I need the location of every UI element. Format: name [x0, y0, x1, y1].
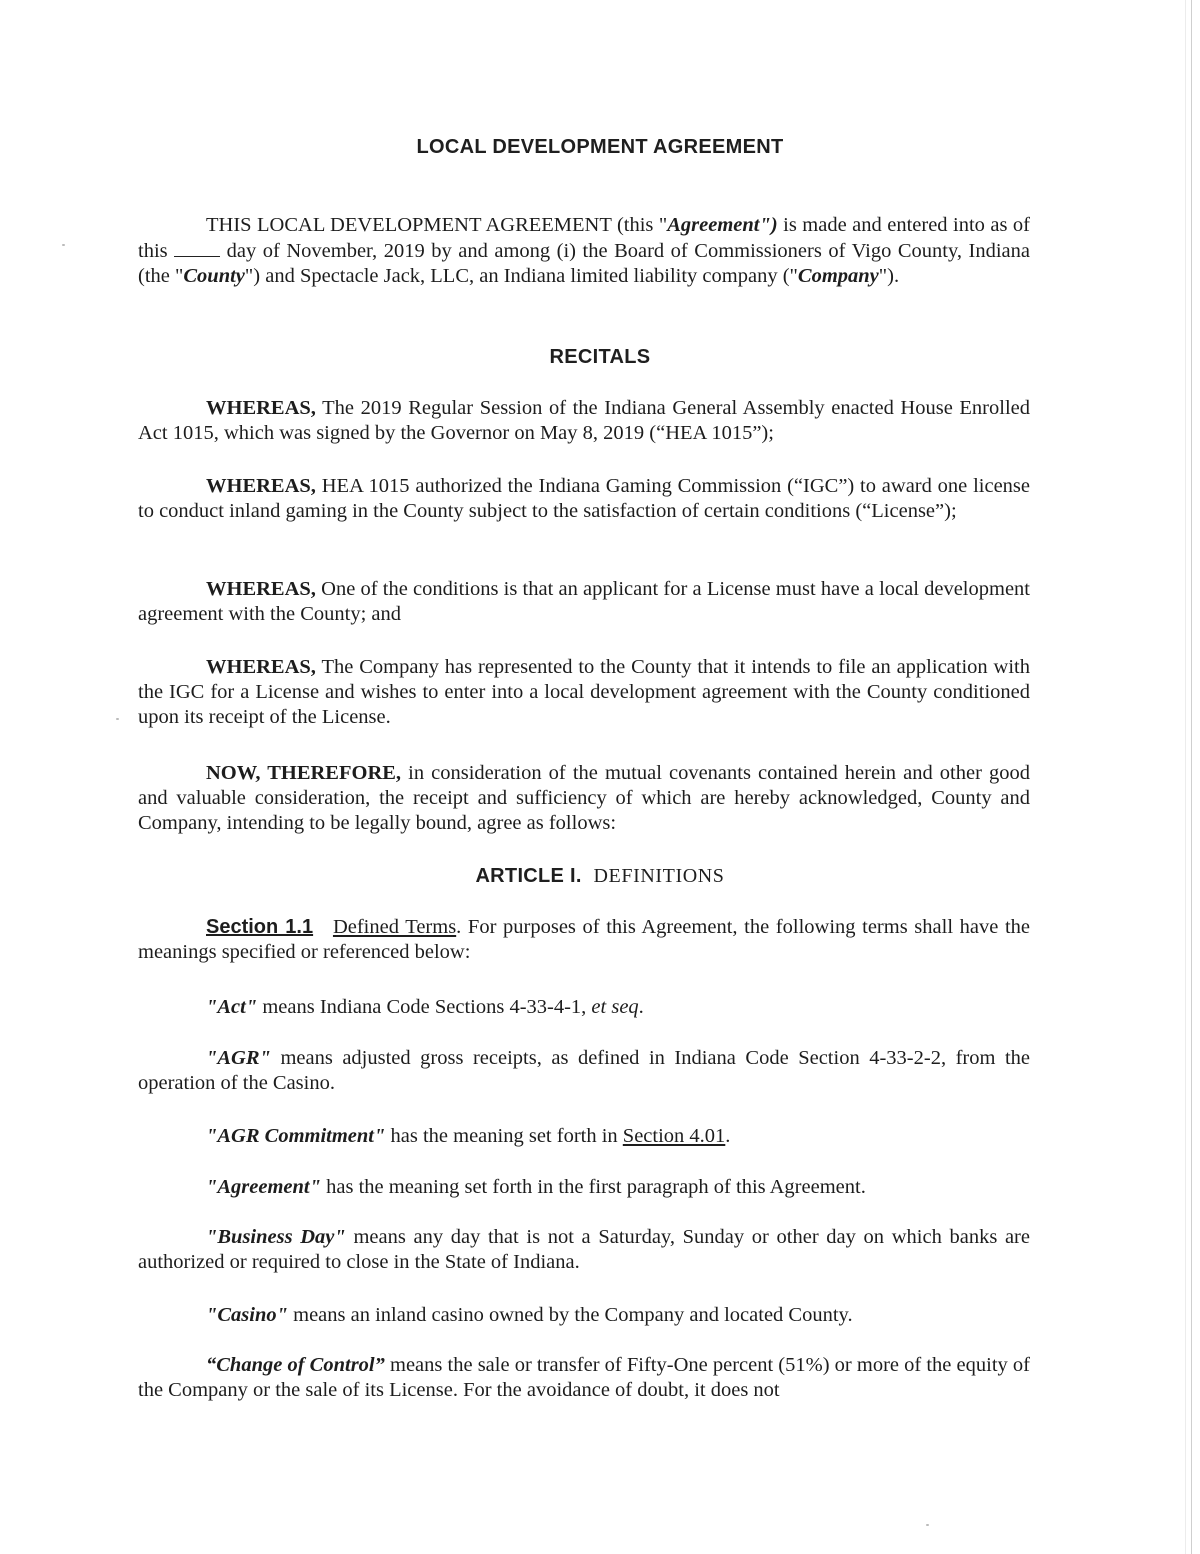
definition-casino: "Casino" means an inland casino owned by the Company and located County. — [206, 1304, 853, 1326]
definition-change-of-control: “Change of Control” means the sale or transfer of Fifty-One percent (51%) or more of the equity of the Company or the sale of its License. For the avoidance of doubt, it does not — [138, 1354, 1030, 1401]
recital-2: WHEREAS, HEA 1015 authorized the Indiana Gaming Commission (“IGC”) to award one license to conduct inland gaming in the County subject to the satisfaction of certain conditions (“License”); — [138, 475, 1030, 522]
intro-paragraph: THIS LOCAL DEVELOPMENT AGREEMENT (this "Agreement") is made and entered into as of this day of November, 2019 by and among (i) the Board of Commissioners of Vigo County, Indiana (the "County") and Spectacle Jack, LLC, an Indiana limited liability company ("Company"). — [138, 214, 1030, 287]
recital-1: WHEREAS, The 2019 Regular Session of the Indiana General Assembly enacted House Enrolled Act 1015, which was signed by the Governor on May 8, 2019 (“HEA 1015”); — [138, 397, 1030, 444]
article-heading: ARTICLE I. DEFINITIONS — [475, 865, 725, 887]
scan-speck — [62, 244, 65, 246]
section-4-01-link[interactable]: Section 4.01 — [622, 1125, 726, 1147]
recital-3: WHEREAS, One of the conditions is that an applicant for a License must have a local development agreement with the County; and — [138, 578, 1030, 625]
now-therefore-paragraph: NOW, THEREFORE, in consideration of the mutual covenants contained herein and other good and valuable consideration, the receipt and sufficiency of which are hereby acknowledged, County and Company, intending to be legally bound, agree as follows: — [138, 762, 1030, 834]
definition-agreement: "Agreement" has the meaning set forth in the first paragraph of this Agreement. — [206, 1176, 866, 1198]
date-blank — [174, 238, 220, 257]
recitals-heading: RECITALS — [549, 346, 651, 368]
scan-speck — [926, 1524, 929, 1526]
scan-speck — [116, 718, 119, 720]
recital-4: WHEREAS, The Company has represented to the County that it intends to file an application with the IGC for a License and wishes to enter into a local development agreement with the County conditioned upon its receipt of the License. — [138, 656, 1030, 728]
section-1-1: Section 1.1 Defined Terms. For purposes of this Agreement, the following terms shall have the meanings specified or referenced below: — [138, 916, 1030, 963]
definition-agr-commitment: "AGR Commitment" has the meaning set forth in Section 4.01. — [206, 1125, 731, 1147]
definition-act: "Act" means Indiana Code Sections 4-33-4-1, et seq. — [206, 996, 644, 1018]
definition-agr: "AGR" means adjusted gross receipts, as defined in Indiana Code Section 4-33-2-2, from the operation of the Casino. — [138, 1047, 1030, 1094]
definition-business-day: "Business Day" means any day that is not a Saturday, Sunday or other day on which banks are authorized or required to close in the State of Indiana. — [138, 1226, 1030, 1273]
document-title: LOCAL DEVELOPMENT AGREEMENT — [416, 136, 784, 158]
scan-edge-line — [1191, 0, 1192, 1554]
scan-edge-line — [1185, 0, 1186, 1554]
